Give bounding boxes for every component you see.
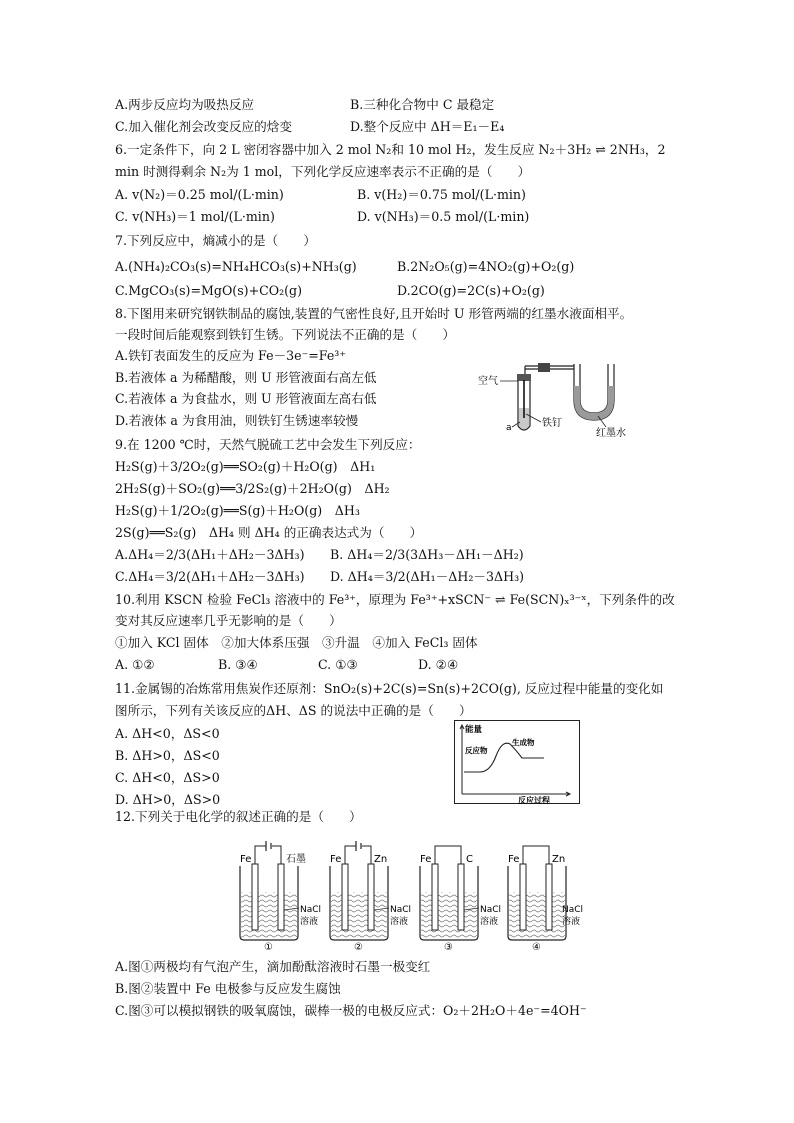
q10-stem-line2: 变对其反应速率几乎无影响的是（ ） [115, 613, 342, 628]
q10-option-c: C. ①③ [318, 657, 358, 672]
q11-stem-line2: 图所示，下列有关该反应的ΔH、ΔS 的说法中正确的是（ ） [115, 703, 472, 718]
q7-option-b: B.2N₂O₅(g)=4NO₂(g)+O₂(g) [397, 259, 575, 274]
q12-stem: 12.下列关于电化学的叙述正确的是（ ） [115, 809, 362, 824]
ink-label: 红墨水 [596, 428, 626, 438]
figure-label: Fe [508, 854, 520, 865]
q9-stem: 9.在 1200 ℃时，天然气脱硫工艺中会发生下列反应： [115, 437, 421, 452]
figure-label: ② [354, 942, 363, 950]
q12-electrochemistry-figure [228, 838, 590, 950]
q11-option-a: A. ΔH<0，ΔS<0 [115, 726, 220, 741]
air-label: 空气 [478, 376, 498, 387]
q11-stem-line1: 11.金属锡的冶炼常用焦炭作还原剂：SnO₂(s)+2C(s)=Sn(s)+2CO(g), 反应过程中能量的变化如 [115, 681, 664, 696]
q7-stem: 7.下列反应中，熵减小的是（ ） [115, 233, 316, 248]
figure-label: Fe [420, 854, 432, 865]
figure-label: NaCl [390, 905, 412, 915]
figure-label: ① [264, 942, 273, 950]
figure-label: 溶液 [390, 917, 409, 927]
figure-label: NaCl [480, 905, 502, 915]
beaker-2 [330, 841, 411, 950]
connecting-wire [523, 846, 549, 864]
electrode-left-2 [342, 864, 348, 930]
q9-option-b: B. ΔH₄＝2/3(3ΔH₃－ΔH₁－ΔH₂) [330, 547, 524, 562]
q11-option-c: C. ΔH<0，ΔS>0 [115, 770, 220, 785]
electrode-left-3 [432, 864, 438, 930]
y-axis-label: 能量 [465, 725, 483, 735]
electrode-left-4 [520, 864, 526, 930]
q12-option-b: B.图②装置中 Fe 电极参与反应发生腐蚀 [115, 981, 341, 996]
connecting-wire [435, 846, 461, 864]
q8-option-a: A.铁钉表面发生的反应为 Fe－3e⁻=Fe³⁺ [115, 348, 346, 363]
electrode-left-1 [252, 864, 258, 930]
q11-option-d: D. ΔH>0，ΔS>0 [115, 792, 221, 807]
q6-option-b: B. v(H₂)＝0.75 mol/(L·min) [357, 187, 526, 202]
q8-option-c: C.若液体 a 为食盐水，则 U 形管液面左高右低 [115, 391, 377, 406]
q8-stem-line2: 一段时间后能观察到铁钉生锈。下列说法不正确的是（ ） [115, 327, 456, 342]
q5-option-d: D.整个反应中 ΔH＝E₁－E₄ [350, 119, 505, 134]
figure-label: ④ [532, 942, 541, 950]
rubber-stopper [517, 374, 531, 381]
nail-label: 铁钉 [542, 418, 562, 429]
q8-option-d: D.若液体 a 为食用油，则铁钉生锈速率较慢 [115, 413, 359, 428]
figure-label: 石墨 [286, 854, 306, 865]
red-ink [574, 386, 614, 420]
electrode-right-1 [278, 864, 284, 930]
q10-option-d: D. ②④ [418, 657, 459, 672]
q8-option-b: B.若液体 a 为稀醋酸，则 U 形管液面右高左低 [115, 370, 377, 385]
q7-option-a: A.(NH₄)₂CO₃(s)=NH₄HCO₃(s)+NH₃(g) [115, 259, 357, 274]
q6-option-d: D. v(NH₃)＝0.5 mol/(L·min) [357, 209, 530, 224]
q9-equation-4: 2S(g)══S₂(g) ΔH₄ 则 ΔH₄ 的正确表达式为（ ） [115, 525, 423, 540]
figure-label: Fe [240, 854, 252, 865]
q11-option-b: B. ΔH>0，ΔS<0 [115, 748, 220, 763]
figure-label: 溶液 [300, 917, 319, 927]
tube-clamp [538, 363, 550, 372]
q12-option-c: C.图③可以模拟钢铁的吸氧腐蚀，碳棒一极的电极反应式：O₂＋2H₂O＋4e⁻=4OH⁻ [115, 1003, 587, 1018]
figure-label: NaCl [300, 905, 322, 915]
q5-option-a: A.两步反应均为吸热反应 [115, 97, 255, 112]
electrode-right-4 [546, 864, 552, 930]
q7-option-c: C.MgCO₃(s)=MgO(s)+CO₂(g) [115, 283, 303, 298]
figure-label: C [466, 854, 473, 865]
product-label: 生成物 [512, 738, 535, 747]
figure-label: 溶液 [480, 917, 499, 927]
q10-stem-line1: 10.利用 KSCN 检验 FeCl₃ 溶液中的 Fe³⁺，原理为 Fe³⁺+xSCN⁻ ⇌ Fe(SCN)ₓ³⁻ˣ，下列条件的改 [115, 592, 675, 607]
beaker-3 [420, 846, 501, 950]
q6-option-a: A. v(N₂)＝0.25 mol/(L·min) [115, 187, 284, 202]
q6-stem-line2: min 时测得剩余 N₂为 1 mol，下列化学反应速率表示不正确的是（ ） [115, 164, 531, 179]
q12-option-a: A.图①两极均有气泡产生，滴加酚酞溶液时石墨一极变红 [115, 959, 431, 974]
reactant-label: 反应物 [465, 746, 488, 755]
figure-label: NaCl [562, 905, 584, 915]
x-axis-label: 反应过程 [518, 796, 550, 804]
figure-label: ③ [444, 942, 453, 950]
figure-label: Zn [374, 854, 388, 865]
q6-stem-line1: 6.一定条件下，向 2 L 密闭容器中加入 2 mol N₂和 10 mol H₂，发生反应 N₂＋3H₂ ⇌ 2NH₃，2 [115, 142, 666, 157]
figure-label: Fe [330, 854, 342, 865]
q9-equation-3: H₂S(g)＋1/2O₂(g)══S(g)＋H₂O(g) ΔH₃ [115, 503, 360, 518]
electrode-right-2 [368, 864, 374, 930]
beaker-4 [508, 846, 583, 950]
q5-option-c: C.加入催化剂会改变反应的焓变 [115, 119, 292, 134]
q9-equation-2: 2H₂S(g)＋SO₂(g)══3/2S₂(g)＋2H₂O(g) ΔH₂ [115, 481, 390, 496]
figure-label: Zn [552, 854, 566, 865]
q6-option-c: C. v(NH₃)＝1 mol/(L·min) [115, 209, 275, 224]
q5-option-b: B.三种化合物中 C 最稳定 [350, 97, 495, 112]
q10-option-b: B. ③④ [218, 657, 258, 672]
q7-option-d: D.2CO(g)=2C(s)+O₂(g) [397, 283, 545, 298]
q9-option-c: C.ΔH₄＝3/2(ΔH₁＋ΔH₂－3ΔH₃) [115, 569, 305, 584]
q8-stem-line1: 8.下图用来研究钢铁制品的腐蚀,装置的气密性良好,且开始时 U 形管两端的红墨水液面相平。 [115, 306, 633, 321]
q9-option-a: A.ΔH₄＝2/3(ΔH₁＋ΔH₂－3ΔH₃) [115, 547, 305, 562]
q9-equation-1: H₂S(g)＋3/2O₂(g)══SO₂(g)＋H₂O(g) ΔH₁ [115, 459, 376, 474]
q8-corrosion-apparatus-figure [478, 350, 638, 438]
q11-energy-diagram [454, 720, 580, 804]
q10-conditions: ①加入 KCl 固体 ②加大体系压强 ③升温 ④加入 FeCl₃ 固体 [115, 635, 478, 650]
beaker-1 [240, 841, 321, 950]
q9-option-d: D. ΔH₄＝3/2(ΔH₁－ΔH₂－3ΔH₃) [330, 569, 525, 584]
q10-option-a: A. ①② [115, 657, 155, 672]
liquid-a-label: a [506, 423, 512, 433]
electrode-right-3 [458, 864, 464, 930]
figure-label: 溶液 [562, 917, 581, 927]
